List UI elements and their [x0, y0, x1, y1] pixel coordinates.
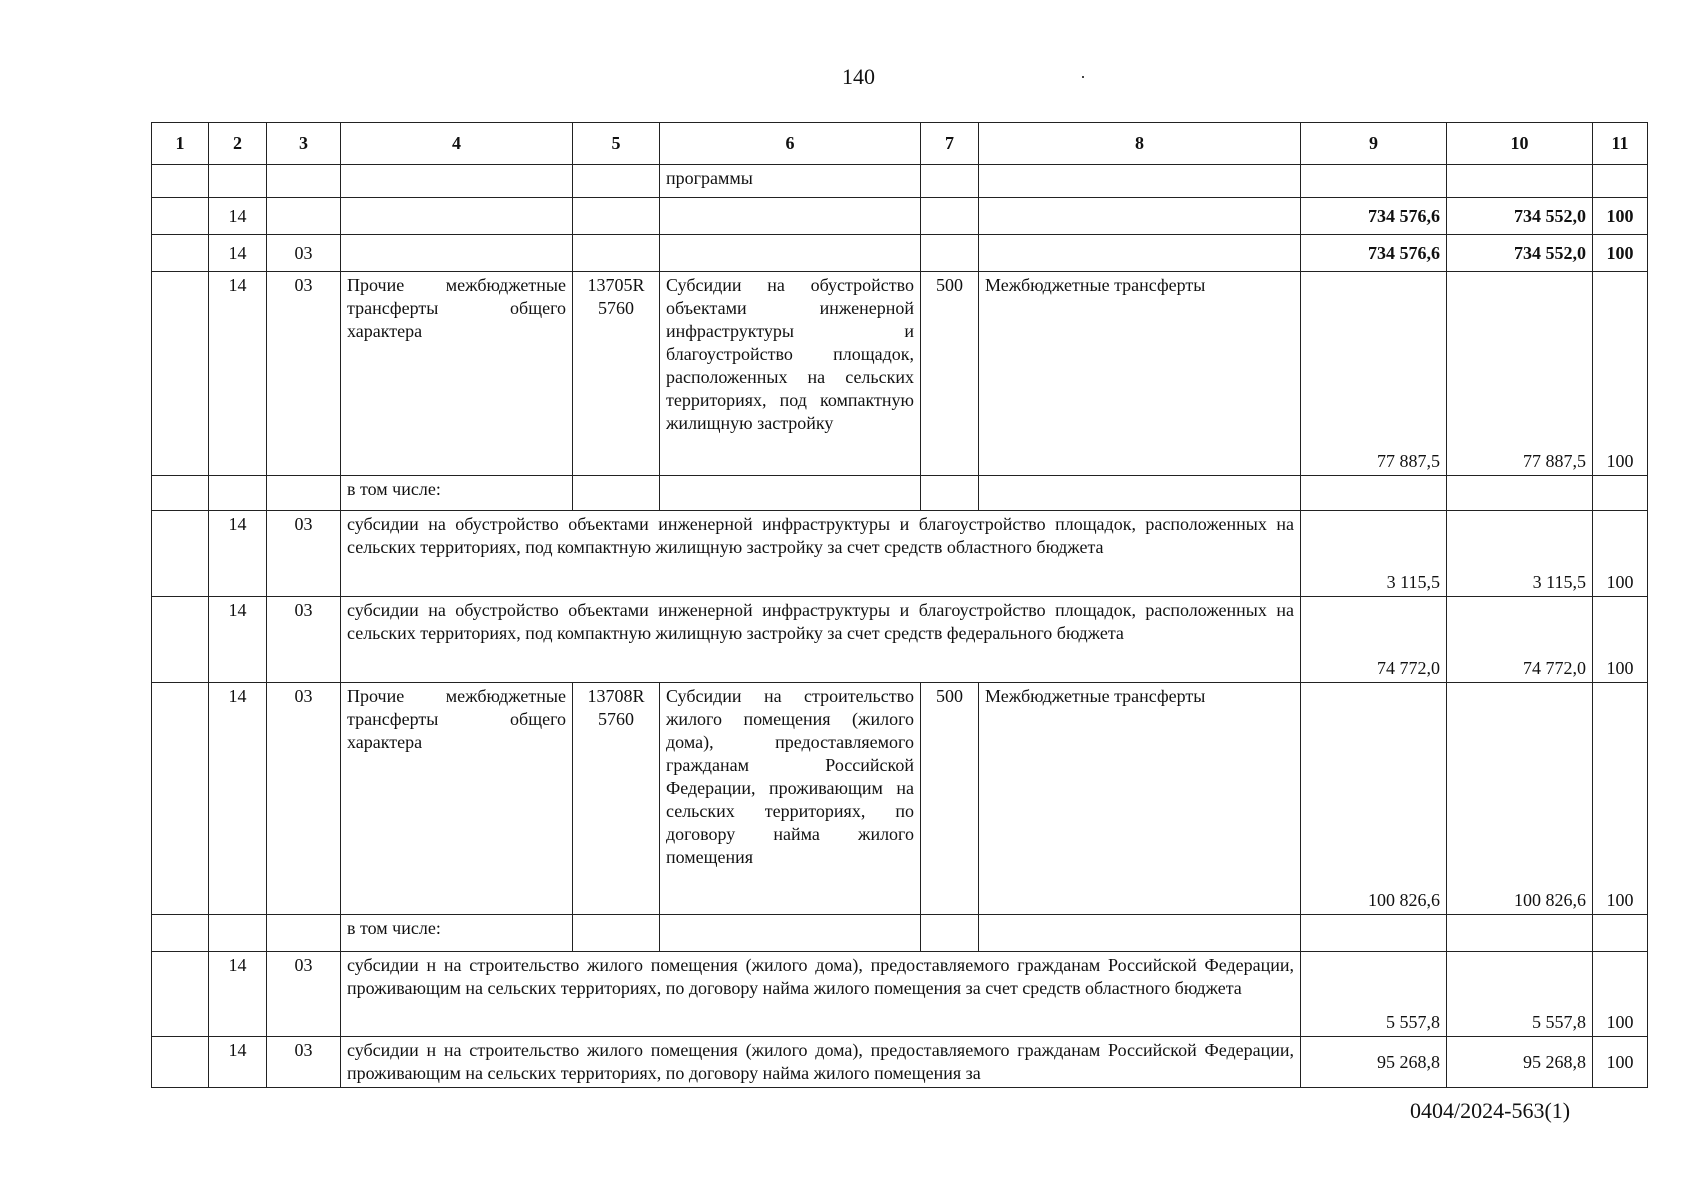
expense-type-code: 500 [921, 272, 979, 476]
section-code: 14 [209, 597, 267, 683]
header-cell: 7 [921, 123, 979, 165]
table-row [152, 272, 1648, 476]
target-article-name: Субсидии на обустройство объектами инженерной инфраструктуры и благоустройство площадок, расположенных на сельских территориях, под компактную жилищную застройку [660, 272, 921, 476]
target-article-code-part1: 13705R [587, 275, 645, 295]
target-article-code-part1: 13708R [587, 686, 645, 706]
including-row [152, 476, 1648, 511]
section-code: 14 [209, 235, 267, 272]
plan-amount: 5 557,8 [1301, 952, 1447, 1037]
section-code: 14 [209, 952, 267, 1037]
header-cell: 6 [660, 123, 921, 165]
plan-amount: 74 772,0 [1301, 597, 1447, 683]
section-code: 14 [209, 683, 267, 915]
actual-amount: 100 826,6 [1447, 683, 1593, 915]
percent: 100 [1593, 597, 1648, 683]
section-code: 14 [209, 272, 267, 476]
section-total-row [152, 198, 1648, 235]
document-registration-number: 0404/2024-563(1) [1410, 1098, 1571, 1123]
plan-amount: 77 887,5 [1301, 272, 1447, 476]
header-cell: 1 [152, 123, 209, 165]
actual-amount: 3 115,5 [1447, 511, 1593, 597]
percent: 100 [1593, 1037, 1648, 1088]
table-row [152, 1037, 1648, 1088]
subsection-code: 03 [267, 1037, 341, 1088]
percent: 100 [1593, 683, 1648, 915]
subsection-code: 03 [267, 597, 341, 683]
expense-name: Прочие межбюджетные трансферты общего характера [341, 683, 573, 915]
scan-dot [1082, 76, 1084, 78]
actual-amount: 95 268,8 [1447, 1037, 1593, 1088]
subsidy-description: субсидии на обустройство объектами инженерной инфраструктуры и благоустройство площадок, расположенных на сельских территориях, под компактную жилищную застройку за счет средств областного бюджета [341, 511, 1301, 597]
section-code: 14 [209, 1037, 267, 1088]
table-row [152, 597, 1648, 683]
header-cell: 11 [1593, 123, 1648, 165]
percent: 100 [1593, 235, 1648, 272]
including-label: в том числе: [341, 915, 573, 952]
plan-amount: 3 115,5 [1301, 511, 1447, 597]
subsection-total-row [152, 235, 1648, 272]
header-cell: 4 [341, 123, 573, 165]
table-row [152, 511, 1648, 597]
table-row [152, 952, 1648, 1037]
expense-type-name: Межбюджетные трансферты [979, 272, 1301, 476]
subsection-code: 03 [267, 511, 341, 597]
target-article-code [573, 272, 660, 476]
subsidy-description: субсидии н на строительство жилого помещения (жилого дома), предоставляемого гражданам Российской Федерации, проживающим на сельских территориях, по договору найма жилого помещения за счет средств областного бюджета [341, 952, 1301, 1037]
header-row [152, 123, 1648, 165]
actual-amount: 5 557,8 [1447, 952, 1593, 1037]
target-article-code [573, 683, 660, 915]
percent: 100 [1593, 511, 1648, 597]
target-article-code-part2: 5760 [598, 709, 634, 729]
page-number: 140 [842, 64, 875, 89]
header-cell: 10 [1447, 123, 1593, 165]
table-row [152, 683, 1648, 915]
header-cell: 8 [979, 123, 1301, 165]
plan-amount: 100 826,6 [1301, 683, 1447, 915]
target-article-code-part2: 5760 [598, 298, 634, 318]
including-row [152, 915, 1648, 952]
subsection-code: 03 [267, 272, 341, 476]
subsection-code: 03 [267, 952, 341, 1037]
table-row [152, 165, 1648, 198]
percent: 100 [1593, 198, 1648, 235]
actual-amount: 734 552,0 [1447, 198, 1593, 235]
budget-table [151, 122, 1648, 1088]
subsidy-description: субсидии на обустройство объектами инженерной инфраструктуры и благоустройство площадок, расположенных на сельских территориях, под компактную жилищную застройку за счет средств федерального бюджета [341, 597, 1301, 683]
header-cell: 3 [267, 123, 341, 165]
plan-amount: 734 576,6 [1301, 235, 1447, 272]
percent: 100 [1593, 952, 1648, 1037]
subsection-code: 03 [267, 235, 341, 272]
subsidy-description: субсидии н на строительство жилого помещения (жилого дома), предоставляемого гражданам Российской Федерации, проживающим на сельских территориях, по договору найма жилого помещения за [341, 1037, 1301, 1088]
expense-name: Прочие межбюджетные трансферты общего характера [341, 272, 573, 476]
section-code: 14 [209, 198, 267, 235]
target-article-continuation: программы [660, 165, 921, 198]
header-cell: 2 [209, 123, 267, 165]
expense-type-name: Межбюджетные трансферты [979, 683, 1301, 915]
expense-type-code: 500 [921, 683, 979, 915]
section-code: 14 [209, 511, 267, 597]
plan-amount: 95 268,8 [1301, 1037, 1447, 1088]
target-article-name: Субсидии на строительство жилого помещения (жилого дома), предоставляемого гражданам Российской Федерации, проживающим на сельских территориях, по договору найма жилого помещения [660, 683, 921, 915]
actual-amount: 734 552,0 [1447, 235, 1593, 272]
header-cell: 5 [573, 123, 660, 165]
plan-amount: 734 576,6 [1301, 198, 1447, 235]
header-cell: 9 [1301, 123, 1447, 165]
including-label: в том числе: [341, 476, 573, 511]
percent: 100 [1593, 272, 1648, 476]
actual-amount: 74 772,0 [1447, 597, 1593, 683]
actual-amount: 77 887,5 [1447, 272, 1593, 476]
subsection-code: 03 [267, 683, 341, 915]
